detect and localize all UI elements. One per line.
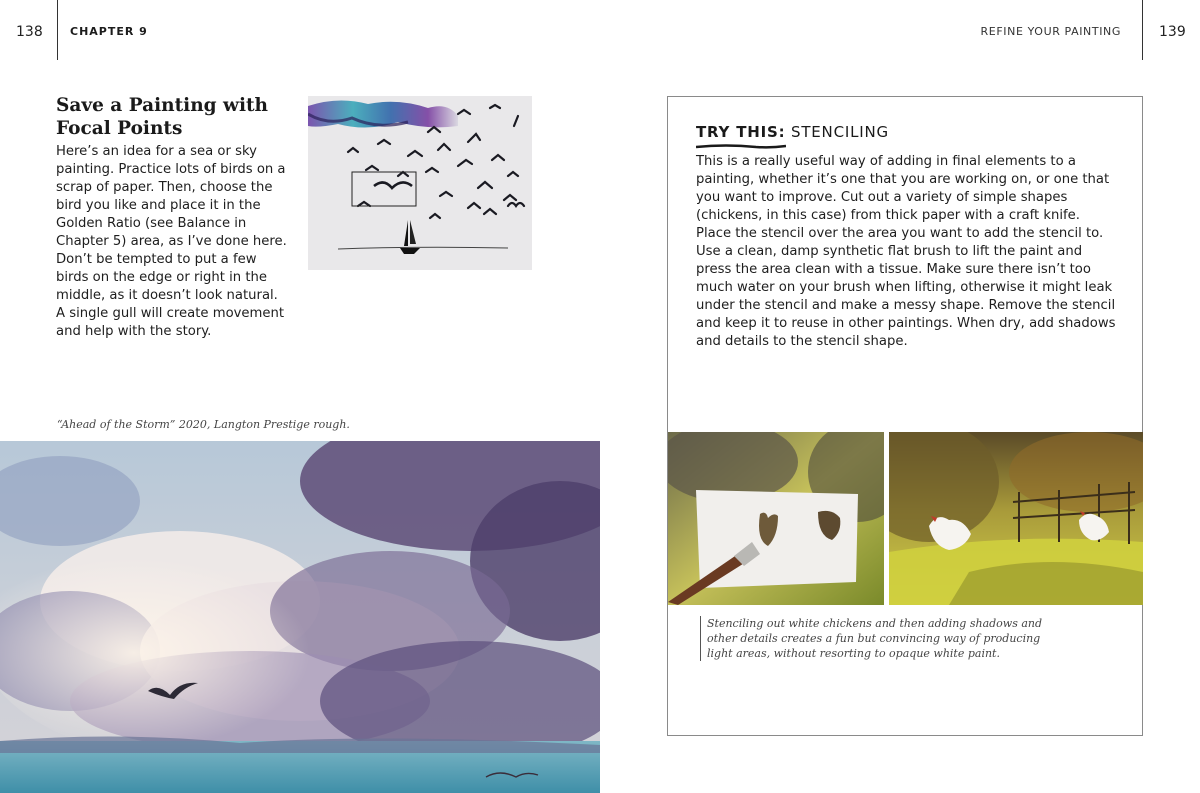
section-label: REFINE YOUR PAINTING <box>980 25 1121 38</box>
left-body-text: Here’s an idea for a sea or sky painting. Practice lots of birds on a scrap of paper. Then, choose the bird you like and place it in the Golden Ratio (see Balance in Chapter 5) area, as I’ve done here. Don’t be tempted to put a few birds on the edge or right in the middle, as it doesn’t look natural. A single gull will create movement and help with the story. <box>56 144 287 339</box>
right-page-number: 139 <box>1159 24 1186 40</box>
bird-sketch-image <box>308 96 532 270</box>
storm-caption: “Ahead of the Storm” 2020, Langton Prestige rough. <box>57 418 350 431</box>
stencil-caption: Stenciling out white chickens and then adding shadows and other details creates a fun but convincing way of producing light areas, without resorting to opaque white paint. <box>700 616 1060 661</box>
try-this-title: STENCILING <box>791 123 889 141</box>
chapter-label: CHAPTER 9 <box>70 25 148 38</box>
header-divider-left <box>57 0 58 60</box>
right-body-text: This is a really useful way of adding in final elements to a painting, whether it’s one that you are working on, or one that you want to improve. Cut out a variety of simple shapes (chickens, in this case) from thick paper with a craft knife. Place the stencil over the area you want to add the stencil to. Use a clean, damp synthetic flat brush to lift the paint and press the area clean with a tissue. Make sure there isn’t too much water on your brush when lifting, otherwise it might leak under the stencil and make a messy shape. Remove the stencil and keep it to reuse in other paintings. When dry, add shadows and details to the stencil shape. <box>696 154 1116 349</box>
try-this-label: TRY THIS: <box>696 123 786 141</box>
page-title: Save a Painting with Focal Points <box>56 95 268 139</box>
chickens-painting-image <box>889 432 1143 605</box>
try-this-heading <box>696 123 889 141</box>
brush-underline <box>696 144 786 150</box>
header-divider-right <box>1142 0 1143 60</box>
stencil-photo-image <box>668 432 884 605</box>
left-page-number: 138 <box>16 24 43 40</box>
storm-painting-image <box>0 441 600 793</box>
